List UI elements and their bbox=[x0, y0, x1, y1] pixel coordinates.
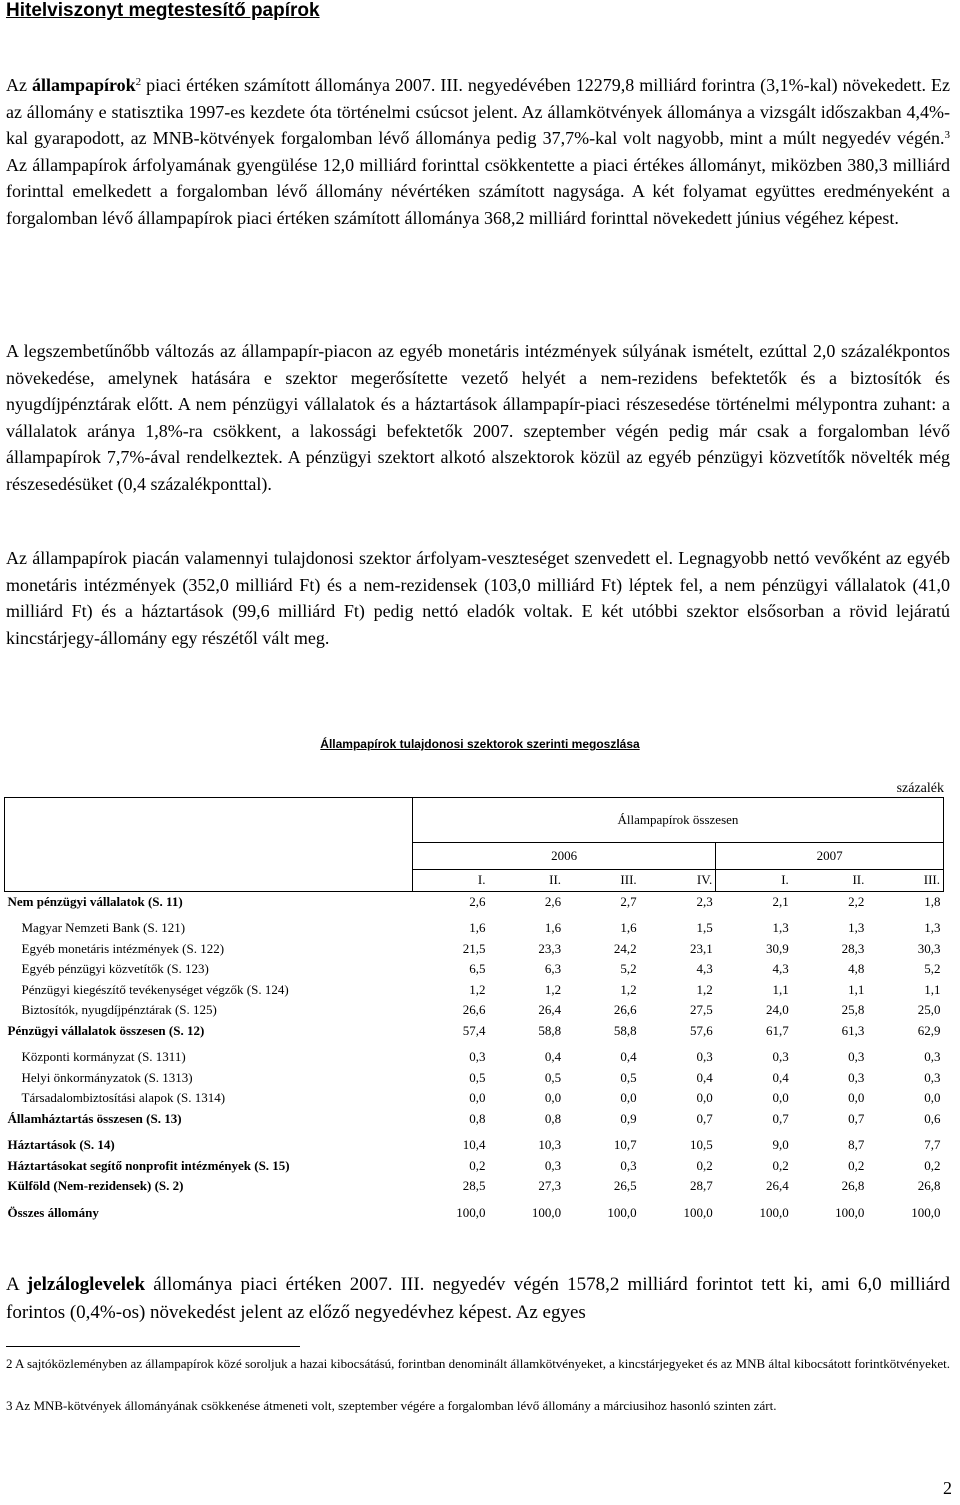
footnote-2-text: A sajtóközleményben az állampapírok közé soroljuk a hazai kibocsátású, forintban denominált államkötvényeket, a kincstárjegyeket és az MNB által kibocsátott forintkötvényeket. bbox=[12, 1356, 951, 1371]
row-value: 28,3 bbox=[841, 940, 865, 956]
row-value: 100,0 bbox=[456, 1204, 486, 1220]
row-value: 26,8 bbox=[841, 1178, 865, 1194]
p1-bold-term: állampapírok bbox=[31, 75, 136, 95]
table-row bbox=[5, 939, 944, 960]
quarter-header: II. bbox=[488, 870, 564, 892]
row-value: 4,3 bbox=[772, 961, 789, 977]
row-label: Magyar Nemzeti Bank (S. 121) bbox=[21, 920, 186, 936]
year-2006: 2006 bbox=[412, 843, 715, 870]
row-value: 0,3 bbox=[469, 1049, 486, 1065]
row-value: 58,8 bbox=[613, 1022, 637, 1038]
table-row bbox=[5, 959, 944, 980]
table-row bbox=[5, 1129, 944, 1156]
row-value: 62,9 bbox=[917, 1022, 941, 1038]
row-value: 1,1 bbox=[772, 981, 789, 997]
footnote-2-mark: 2 bbox=[6, 1356, 13, 1371]
table-row bbox=[5, 1041, 944, 1068]
table-title: Állampapírok tulajdonosi szektorok szerinti megoszlása bbox=[320, 737, 640, 751]
quarter-header: III. bbox=[564, 870, 640, 892]
row-label: Egyéb monetáris intézmények (S. 122) bbox=[21, 940, 225, 956]
row-value: 100,0 bbox=[911, 1204, 941, 1220]
row-value: 4,8 bbox=[848, 961, 865, 977]
row-value: 26,4 bbox=[766, 1178, 789, 1194]
quarter-header: II. bbox=[792, 870, 868, 892]
row-value: 1,3 bbox=[924, 920, 941, 936]
row-value: 28,7 bbox=[689, 1178, 713, 1194]
table-row bbox=[5, 1088, 944, 1109]
row-value: 58,8 bbox=[538, 1022, 562, 1038]
row-value: 30,3 bbox=[917, 940, 941, 956]
row-label: Központi kormányzat (S. 1311) bbox=[21, 1049, 186, 1065]
row-value: 26,4 bbox=[538, 1002, 562, 1018]
row-value: 0,7 bbox=[696, 1110, 713, 1126]
row-label: Összes állomány bbox=[7, 1204, 99, 1220]
row-value: 26,5 bbox=[613, 1178, 637, 1194]
row-value: 1,1 bbox=[924, 981, 941, 997]
row-value: 8,7 bbox=[848, 1137, 865, 1153]
row-value: 0,4 bbox=[696, 1069, 713, 1085]
row-label: Külföld (Nem-rezidensek) (S. 2) bbox=[7, 1178, 184, 1194]
paragraph-mortgage-bonds bbox=[6, 1271, 950, 1327]
table-row bbox=[5, 1109, 944, 1130]
row-value: 0,8 bbox=[469, 1110, 486, 1126]
page-number: 2 bbox=[943, 1478, 952, 1498]
row-value: 1,6 bbox=[469, 920, 486, 936]
row-value: 28,5 bbox=[462, 1178, 486, 1194]
row-value: 30,9 bbox=[766, 940, 789, 956]
row-value: 100,0 bbox=[531, 1204, 562, 1220]
row-value: 0,2 bbox=[924, 1157, 941, 1173]
row-value: 1,6 bbox=[544, 920, 562, 936]
row-label: Biztosítók, nyugdíjpénztárak (S. 125) bbox=[21, 1002, 217, 1018]
p1-text: piaci értéken számított állománya 2007. III. negyedévében 12279,8 milliárd forintra (3,1%-kal) növekedett. Ez az állomány e statisztika 1997-es kezdete óta történelmi csúcsot jelent. Az államkötvények állománya a vizsgált időszakban 4,4%-kal gyarapodott, az MNB-kötvények forgalomban lévő állománya pedig 37,7%-kal volt nagyobb, mint a múlt negyedév végén. bbox=[6, 75, 950, 148]
row-label: Háztartásokat segítő nonprofit intézmények (S. 15) bbox=[7, 1157, 290, 1173]
row-value: 2,1 bbox=[772, 893, 789, 909]
p1-text-end: Az állampapírok árfolyamának gyengülése 12,0 milliárd forinttal csökkentette a piaci értékes állományt, miközben 380,3 milliárd forinttal emelkedett a forgalomban lévő állomány névértéken számított nagysága. A két folyamat együttes eredményeként a forgalomban lévő állampapírok piaci értéken számított állománya 368,2 milliárd forinttal növekedett június végéhez képest. bbox=[6, 154, 950, 228]
table-row bbox=[5, 1000, 944, 1021]
row-label: Pénzügyi vállalatok összesen (S. 12) bbox=[7, 1022, 205, 1038]
row-value: 0,3 bbox=[620, 1157, 637, 1173]
row-value: 27,5 bbox=[689, 1002, 713, 1018]
row-value: 0,4 bbox=[620, 1049, 637, 1065]
row-value: 0,0 bbox=[544, 1090, 562, 1106]
row-label: Háztartások (S. 14) bbox=[7, 1137, 115, 1153]
row-value: 0,5 bbox=[544, 1069, 562, 1085]
row-value: 61,7 bbox=[766, 1022, 789, 1038]
row-value: 0,2 bbox=[848, 1157, 865, 1173]
group-header: Állampapírok összesen bbox=[412, 798, 943, 843]
table-row bbox=[5, 1068, 944, 1089]
row-value: 4,3 bbox=[696, 961, 713, 977]
row-label: Társadalombiztosítási alapok (S. 1314) bbox=[21, 1090, 226, 1106]
table-row bbox=[5, 1021, 944, 1042]
row-value: 0,0 bbox=[620, 1090, 637, 1106]
row-value: 1,2 bbox=[620, 981, 637, 997]
footnote-ref-3[interactable]: 3 bbox=[944, 129, 950, 141]
row-value: 1,3 bbox=[772, 920, 789, 936]
table-row bbox=[5, 891, 944, 912]
quarter-header: I. bbox=[716, 870, 792, 892]
row-value: 27,3 bbox=[538, 1178, 562, 1194]
row-value: 6,5 bbox=[469, 961, 486, 977]
row-value: 0,3 bbox=[544, 1157, 562, 1173]
p1-text-start: Az bbox=[6, 75, 32, 95]
row-value: 0,7 bbox=[848, 1110, 865, 1126]
p4-bold-term: jelzáloglevelek bbox=[26, 1274, 146, 1295]
paragraph-net-buyers: Az állampapírok piacán valamennyi tulajdonosi szektor árfolyam-veszteséget szenvedett el. Legnagyobb nettó vevőként az egyéb monetáris intézmények (352,0 milliárd Ft) és a nem-rezidensek (103,0 milliárd Ft) léptek fel, a nem pénzügyi vállalatok (41,0 milliárd Ft) és a háztartások (99,6 milliárd Ft) pedig nettó eladók voltak. E két utóbbi szektor elsősorban a rövid lejáratú kincstárjegy-állomány egy részétől vált meg. bbox=[6, 548, 950, 648]
row-value: 0,3 bbox=[848, 1069, 865, 1085]
p4-text-start: A bbox=[6, 1274, 27, 1295]
row-value: 10,3 bbox=[538, 1137, 562, 1153]
row-value: 100,0 bbox=[759, 1204, 789, 1220]
row-value: 10,5 bbox=[689, 1137, 713, 1153]
row-value: 1,2 bbox=[696, 981, 713, 997]
footnote-3-mark: 3 bbox=[6, 1398, 13, 1413]
row-value: 100,0 bbox=[683, 1204, 713, 1220]
row-value: 0,9 bbox=[620, 1110, 637, 1126]
row-value: 24,2 bbox=[613, 940, 637, 956]
row-value: 21,5 bbox=[462, 940, 486, 956]
table-row bbox=[5, 1156, 944, 1177]
row-value: 26,6 bbox=[613, 1002, 637, 1018]
paragraph-government-securities bbox=[6, 72, 950, 231]
footnote-ref-2[interactable]: 2 bbox=[135, 76, 142, 88]
row-value: 1,2 bbox=[469, 981, 486, 997]
table-header-row-quarters bbox=[5, 870, 944, 892]
row-value: 0,3 bbox=[696, 1049, 713, 1065]
quarter-header: I. bbox=[412, 870, 488, 892]
row-value: 0,8 bbox=[544, 1110, 562, 1126]
row-value: 100,0 bbox=[607, 1204, 637, 1220]
row-value: 0,0 bbox=[924, 1090, 941, 1106]
row-value: 2,6 bbox=[544, 893, 562, 909]
row-value: 0,7 bbox=[772, 1110, 789, 1126]
table-header-row-years bbox=[5, 843, 944, 870]
row-value: 0,3 bbox=[924, 1069, 941, 1085]
row-value: 0,0 bbox=[696, 1090, 713, 1106]
row-value: 7,7 bbox=[924, 1137, 941, 1153]
row-label: Helyi önkormányzatok (S. 1313) bbox=[21, 1069, 193, 1085]
row-value: 1,8 bbox=[924, 893, 941, 909]
footnote-3-text: Az MNB-kötvények állományának csökkenése átmeneti volt, szeptember végére a forgalomban lévő állomány a márciusihoz hasonló szinten zárt. bbox=[12, 1398, 777, 1413]
row-value: 0,2 bbox=[469, 1157, 486, 1173]
table-row bbox=[5, 912, 944, 939]
row-value: 0,2 bbox=[696, 1157, 713, 1173]
row-value: 10,7 bbox=[613, 1137, 637, 1153]
row-value: 57,4 bbox=[462, 1022, 486, 1038]
row-label: Egyéb pénzügyi közvetítők (S. 123) bbox=[21, 961, 209, 977]
table-row bbox=[5, 980, 944, 1001]
row-value: 0,0 bbox=[848, 1090, 865, 1106]
row-value: 23,1 bbox=[689, 940, 713, 956]
table-unit: százalék bbox=[896, 781, 944, 796]
footnote-separator bbox=[6, 1346, 300, 1347]
row-value: 0,5 bbox=[620, 1069, 637, 1085]
table-header-row-group bbox=[5, 798, 944, 843]
row-value: 0,3 bbox=[848, 1049, 865, 1065]
footnote-3 bbox=[6, 1397, 950, 1415]
row-value: 5,2 bbox=[924, 961, 941, 977]
row-value: 25,0 bbox=[917, 1002, 941, 1018]
footnote-2 bbox=[6, 1355, 950, 1373]
row-label: Nem pénzügyi vállalatok (S. 11) bbox=[7, 893, 183, 909]
row-label: Pénzügyi kiegészítő tevékenységet végzők (S. 124) bbox=[21, 981, 289, 997]
row-value: 0,4 bbox=[772, 1069, 789, 1085]
row-value: 0,5 bbox=[469, 1069, 486, 1085]
table-row bbox=[5, 1176, 944, 1197]
row-value: 0,4 bbox=[544, 1049, 562, 1065]
row-value: 1,6 bbox=[620, 920, 637, 936]
row-value: 9,0 bbox=[772, 1137, 789, 1153]
row-value: 0,3 bbox=[772, 1049, 789, 1065]
row-value: 100,0 bbox=[835, 1204, 865, 1220]
row-value: 57,6 bbox=[689, 1022, 713, 1038]
year-2007: 2007 bbox=[716, 843, 944, 870]
quarter-header: IV. bbox=[640, 870, 716, 892]
row-value: 1,1 bbox=[848, 981, 865, 997]
row-value: 26,6 bbox=[462, 1002, 486, 1018]
row-value: 2,3 bbox=[696, 893, 713, 909]
row-value: 0,0 bbox=[469, 1090, 486, 1106]
p4-text: állománya piaci értéken 2007. III. negyedév végén 1578,2 milliárd forintot tett ki, ami 6,0 milliárd forintos (0,4%-os) növekedést jelent az előző negyedévhez képest. Az egyes bbox=[6, 1274, 950, 1323]
row-value: 1,3 bbox=[848, 920, 865, 936]
row-value: 2,7 bbox=[620, 893, 637, 909]
row-value: 2,6 bbox=[469, 893, 486, 909]
row-value: 1,2 bbox=[544, 981, 562, 997]
row-value: 2,2 bbox=[848, 893, 865, 909]
row-value: 1,5 bbox=[696, 920, 713, 936]
row-value: 25,8 bbox=[841, 1002, 865, 1018]
row-value: 0,0 bbox=[772, 1090, 789, 1106]
row-value: 0,2 bbox=[772, 1157, 789, 1173]
row-label: Államháztartás összesen (S. 13) bbox=[7, 1110, 182, 1126]
row-value: 24,0 bbox=[766, 1002, 789, 1018]
table-row bbox=[5, 1197, 944, 1224]
ownership-table bbox=[4, 797, 944, 1223]
paragraph-ownership-change: A legszembetűnőbb változás az állampapír-piacon az egyéb monetáris intézmények súlyának ismételt, ezúttal 2,0 százalékpontos növekedése, amelynek hatására e szektor megerősítette vezető helyét a nem-rezidens befektetők és a biztosítók és nyugdíjpénztárak előtt. A nem pénzügyi vállalatok és a háztartások állampapír-piaci részesedése történelmi mélypontra zuhant: a vállalatok aránya 1,8%-ra csökkent, a lakossági befektetők 2007. szeptember végén pedig már csak a forgalomban lévő állampapírok 7,7%-ával rendelkeztek. A pénzügyi szektort alkotó alszektorok közül az egyéb pénzügyi közvetítők növelték még részesedésüket (0,4 százalékponttal). bbox=[6, 341, 950, 494]
section-heading: Hitelviszonyt megtestesítő papírok bbox=[6, 0, 320, 21]
row-value: 61,3 bbox=[841, 1022, 865, 1038]
row-value: 0,6 bbox=[924, 1110, 941, 1126]
row-value: 10,4 bbox=[462, 1137, 486, 1153]
quarter-header: III. bbox=[867, 870, 943, 892]
row-value: 6,3 bbox=[544, 961, 562, 977]
row-value: 26,8 bbox=[917, 1178, 941, 1194]
row-value: 5,2 bbox=[620, 961, 637, 977]
table-body bbox=[5, 891, 944, 1223]
row-value: 23,3 bbox=[538, 940, 562, 956]
row-value: 0,3 bbox=[924, 1049, 941, 1065]
